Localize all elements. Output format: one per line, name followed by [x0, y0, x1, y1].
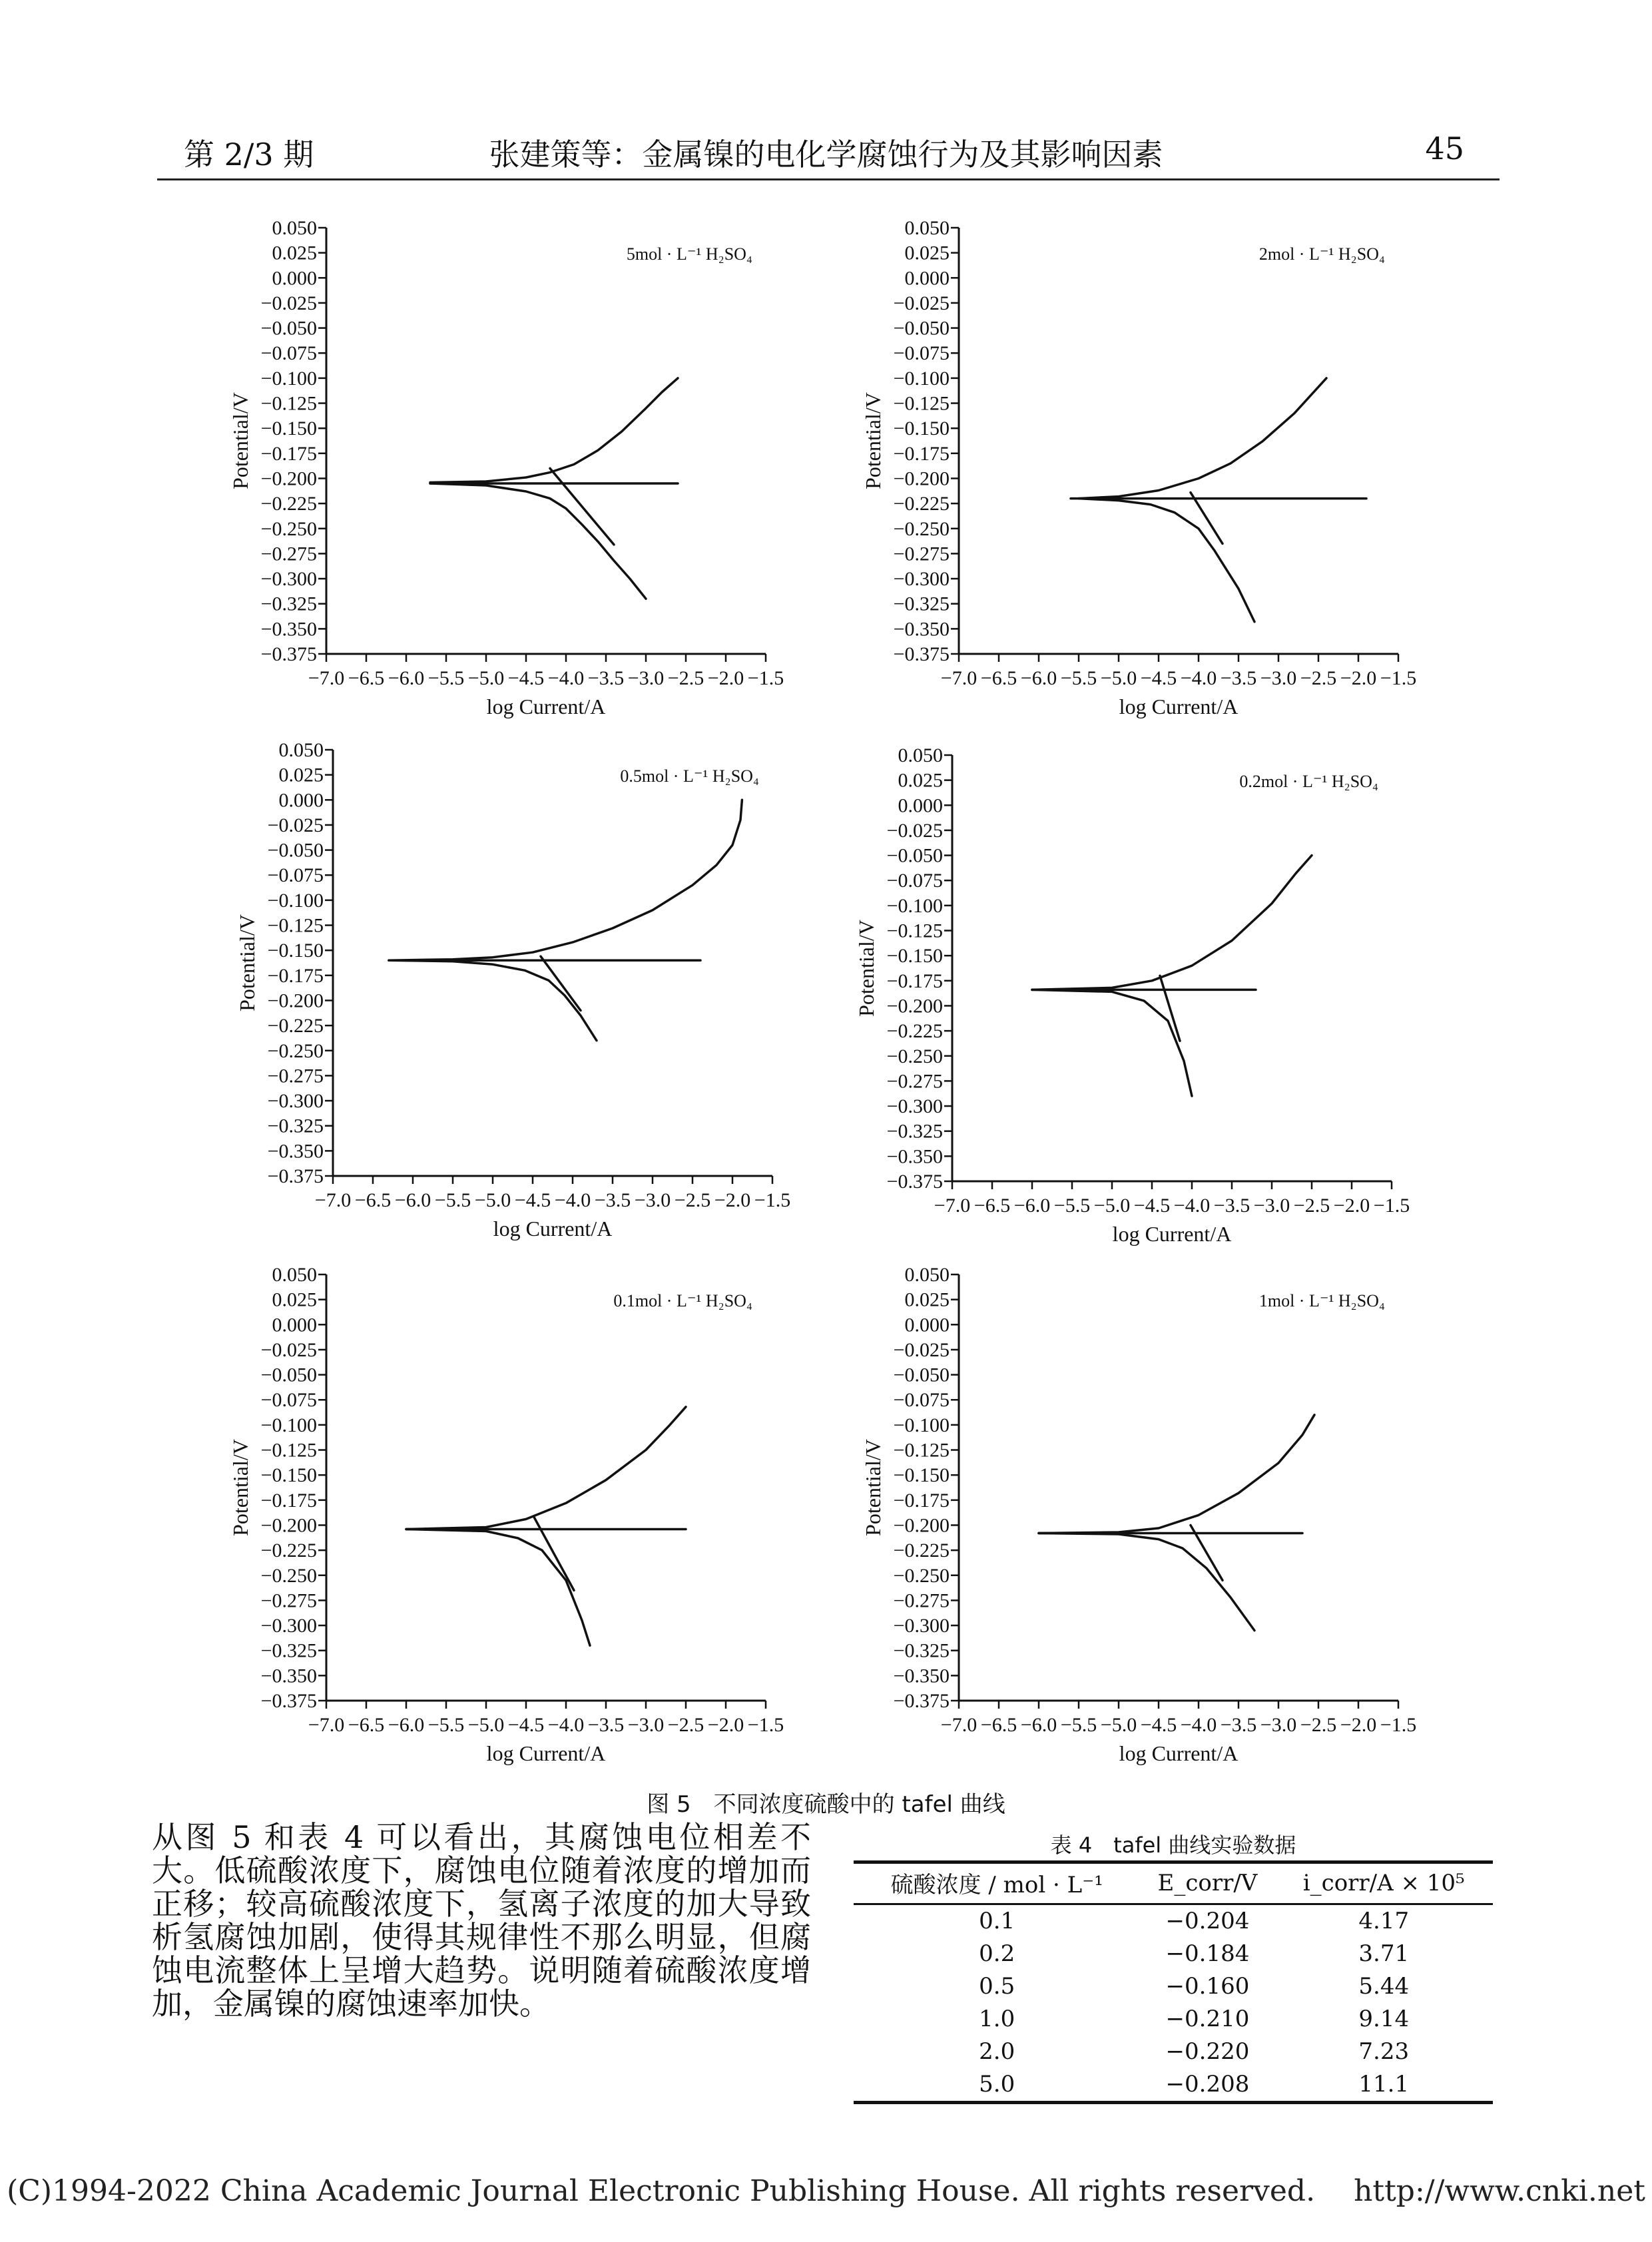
x-tick-label: −5.0: [467, 1714, 505, 1736]
x-tick-label: −1.5: [754, 1189, 791, 1211]
x-tick-label: −6.5: [973, 1195, 1011, 1217]
y-tick-label: 0.025: [278, 764, 324, 786]
y-tick-label: −0.075: [260, 1389, 317, 1412]
y-tick-label: −0.175: [260, 442, 317, 465]
y-tick-label: −0.225: [260, 493, 317, 515]
x-tick-label: −3.0: [1253, 1195, 1290, 1217]
x-tick-label: −6.0: [388, 1714, 425, 1736]
y-tick-label: −0.325: [886, 1120, 943, 1143]
y-tick-label: −0.125: [260, 392, 317, 415]
y-tick-label: −0.275: [886, 1070, 943, 1093]
y-tick-label: −0.150: [886, 945, 943, 968]
y-tick-label: −0.150: [260, 418, 317, 440]
tafel-curve-1: [430, 483, 646, 599]
x-tick-label: −4.5: [507, 1714, 545, 1736]
x-tick-label: −1.5: [1380, 667, 1417, 689]
y-tick-label: −0.275: [893, 1589, 950, 1612]
x-tick-label: −4.5: [1133, 1195, 1171, 1217]
x-tick-label: −4.5: [1140, 1714, 1177, 1736]
x-tick-label: −4.5: [507, 667, 545, 689]
x-tick-label: −7.0: [308, 667, 345, 689]
y-tick-label: −0.350: [893, 618, 950, 641]
x-tick-label: −2.5: [1300, 667, 1337, 689]
y-tick-label: −0.100: [886, 894, 943, 917]
y-tick-label: −0.050: [893, 317, 950, 340]
y-tick-label: −0.150: [893, 1464, 950, 1487]
y-tick-label: −0.150: [893, 418, 950, 440]
y-tick-label: −0.100: [267, 889, 324, 912]
cell-concentration: 0.5: [979, 1973, 1015, 2000]
y-tick-label: −0.250: [886, 1045, 943, 1067]
y-tick-label: −0.325: [260, 593, 317, 615]
cell-icorr: 9.14: [1358, 2006, 1410, 2032]
y-tick-label: −0.175: [893, 1489, 950, 1512]
y-tick-label: 0.050: [904, 1264, 950, 1286]
x-tick-label: −6.5: [348, 667, 385, 689]
y-tick-label: −0.325: [260, 1639, 317, 1662]
y-tick-label: −0.375: [893, 643, 950, 665]
x-tick-label: −2.5: [1300, 1714, 1337, 1736]
y-tick-label: 0.050: [272, 1264, 317, 1286]
y-tick-label: 0.025: [272, 1288, 317, 1311]
y-tick-label: −0.225: [893, 1540, 950, 1562]
x-tick-label: −2.5: [667, 667, 704, 689]
y-tick-label: −0.025: [893, 1338, 950, 1361]
x-tick-label: −2.0: [1340, 667, 1377, 689]
x-tick-label: −5.0: [1093, 1195, 1131, 1217]
col-concentration: 硫酸浓度 / mol · L⁻¹: [854, 1862, 1140, 1904]
x-tick-label: −4.5: [514, 1189, 551, 1211]
x-tick-label: −6.0: [1013, 1195, 1051, 1217]
x-tick-label: −5.5: [1060, 667, 1097, 689]
y-tick-label: 0.050: [278, 739, 324, 761]
cell-icorr: 11.1: [1274, 2068, 1493, 2103]
y-tick-label: −0.050: [893, 1364, 950, 1386]
tafel-curve-0: [1032, 856, 1312, 990]
x-tick-label: −3.5: [587, 667, 625, 689]
x-tick-label: −3.5: [587, 1714, 625, 1736]
y-tick-label: −0.325: [267, 1115, 324, 1137]
y-tick-label: −0.075: [267, 864, 324, 887]
x-axis-label: log Current/A: [493, 1217, 613, 1241]
y-tick-label: −0.350: [267, 1140, 324, 1163]
cell-icorr: 4.17: [1358, 1908, 1410, 1934]
tafel-chart-5mol: [226, 213, 799, 739]
y-tick-label: −0.050: [886, 844, 943, 867]
x-axis-label: log Current/A: [486, 695, 606, 718]
y-tick-label: −0.150: [267, 940, 324, 962]
header-page-number: 45: [1425, 131, 1464, 166]
y-tick-label: −0.300: [260, 1615, 317, 1637]
table-row: [854, 1904, 1493, 1938]
y-tick-label: −0.325: [893, 593, 950, 615]
x-tick-label: −6.5: [354, 1189, 392, 1211]
tafel-curve-0: [406, 1407, 686, 1530]
table-row: [854, 1970, 1493, 2003]
x-tick-label: −2.5: [674, 1189, 711, 1211]
y-tick-label: 0.025: [904, 242, 950, 264]
cell-ecorr: −0.160: [1165, 1973, 1250, 2000]
y-tick-label: −0.200: [267, 989, 324, 1012]
header-rule: [157, 178, 1500, 180]
y-tick-label: −0.200: [886, 995, 943, 1017]
col-ecorr: E_corr/V: [1140, 1862, 1274, 1904]
y-tick-label: 0.000: [904, 1314, 950, 1336]
y-tick-label: 0.050: [272, 217, 317, 239]
body-paragraph: [152, 1821, 811, 2020]
y-axis-label: Potential/V: [861, 1439, 885, 1536]
x-tick-label: −1.5: [747, 1714, 784, 1736]
x-tick-label: −1.5: [1380, 1714, 1417, 1736]
y-tick-label: −0.250: [267, 1039, 324, 1062]
cell-ecorr: −0.210: [1165, 2006, 1250, 2032]
y-tick-label: −0.100: [260, 1414, 317, 1436]
x-tick-label: −3.0: [627, 1714, 665, 1736]
y-tick-label: −0.250: [260, 1564, 317, 1587]
y-tick-label: −0.300: [267, 1090, 324, 1113]
x-tick-label: −6.0: [394, 1189, 431, 1211]
legend-label: 0.2mol · L⁻¹ H₂SO₄: [1239, 772, 1378, 791]
x-tick-label: −5.5: [1060, 1714, 1097, 1736]
x-tick-label: −4.0: [547, 667, 585, 689]
y-tick-label: 0.025: [272, 242, 317, 264]
x-tick-label: −6.5: [980, 1714, 1017, 1736]
cell-concentration: 5.0: [854, 2068, 1140, 2103]
x-tick-label: −5.0: [1100, 1714, 1137, 1736]
tafel-curve-3: [1191, 493, 1223, 544]
table-row: [854, 1938, 1493, 1970]
y-tick-label: −0.200: [893, 1514, 950, 1537]
cell-concentration: 0.2: [979, 1940, 1015, 1967]
y-tick-label: −0.300: [893, 568, 950, 591]
header-title: 张建策等：金属镍的电化学腐蚀行为及其影响因素: [489, 137, 1163, 172]
y-tick-label: 0.050: [898, 744, 943, 766]
tafel-curve-0: [430, 378, 678, 483]
y-tick-label: 0.000: [278, 789, 324, 812]
x-tick-label: −3.5: [1220, 1714, 1257, 1736]
x-tick-label: −5.5: [427, 667, 465, 689]
y-tick-label: −0.025: [260, 1338, 317, 1361]
y-tick-label: −0.100: [893, 367, 950, 390]
x-tick-label: −3.5: [1220, 667, 1257, 689]
y-axis-label: Potential/V: [861, 392, 885, 489]
tafel-curve-3: [1160, 976, 1180, 1041]
cell-concentration: 2.0: [979, 2038, 1015, 2065]
x-tick-label: −4.0: [1180, 667, 1217, 689]
y-tick-label: −0.250: [893, 1564, 950, 1587]
x-tick-label: −2.5: [1293, 1195, 1330, 1217]
y-tick-label: −0.100: [260, 367, 317, 390]
y-tick-label: 0.000: [898, 794, 943, 817]
x-axis-label: log Current/A: [1119, 1741, 1239, 1765]
y-tick-label: −0.300: [260, 568, 317, 591]
y-tick-label: 0.050: [904, 217, 950, 239]
y-axis-label: Potential/V: [854, 920, 878, 1017]
x-tick-label: −4.0: [1180, 1714, 1217, 1736]
y-tick-label: −0.225: [893, 493, 950, 515]
x-tick-label: −5.5: [434, 1189, 471, 1211]
y-axis-label: Potential/V: [235, 914, 259, 1011]
y-tick-label: −0.175: [260, 1489, 317, 1512]
x-tick-label: −1.5: [747, 667, 784, 689]
x-tick-label: −2.5: [667, 1714, 704, 1736]
y-tick-label: −0.075: [893, 342, 950, 365]
tafel-data-table: [854, 1860, 1493, 2104]
legend-label: 2mol · L⁻¹ H₂SO₄: [1258, 244, 1385, 264]
y-tick-label: −0.125: [267, 914, 324, 937]
y-tick-label: −0.375: [260, 1690, 317, 1712]
x-tick-label: −4.5: [1140, 667, 1177, 689]
x-tick-label: −3.0: [627, 667, 665, 689]
y-axis-label: Potential/V: [228, 392, 252, 489]
tafel-chart-0.1mol: [226, 1260, 799, 1786]
x-tick-label: −6.0: [1020, 667, 1057, 689]
table-row: [854, 2036, 1493, 2068]
table-caption: 表 4 tafel 曲线实验数据: [1050, 1832, 1296, 1858]
x-tick-label: −7.0: [934, 1195, 971, 1217]
y-tick-label: −0.225: [260, 1540, 317, 1562]
y-tick-label: −0.375: [260, 643, 317, 665]
cell-ecorr: −0.208: [1140, 2068, 1274, 2103]
y-tick-label: −0.250: [260, 517, 317, 540]
x-tick-label: −7.0: [314, 1189, 352, 1211]
figure-caption: 图 5 不同浓度硫酸中的 tafel 曲线: [647, 1791, 1005, 1818]
y-tick-label: −0.125: [893, 392, 950, 415]
x-tick-label: −5.5: [1053, 1195, 1091, 1217]
y-tick-label: −0.350: [260, 1665, 317, 1687]
y-tick-label: −0.175: [267, 964, 324, 987]
x-tick-label: −6.0: [1020, 1714, 1057, 1736]
cell-ecorr: −0.220: [1165, 2038, 1250, 2065]
y-tick-label: −0.275: [260, 543, 317, 565]
y-tick-label: −0.350: [893, 1665, 950, 1687]
x-tick-label: −3.5: [594, 1189, 631, 1211]
y-tick-label: −0.125: [886, 920, 943, 942]
y-tick-label: −0.025: [267, 814, 324, 836]
y-tick-label: −0.125: [260, 1439, 317, 1462]
y-tick-label: −0.375: [893, 1690, 950, 1712]
tafel-curve-1: [406, 1530, 590, 1646]
tafel-chart-1mol: [859, 1260, 1432, 1786]
copyright-footer: (C)1994-2022 China Academic Journal Electronic Publishing House. All rights reserved. http://www.cnki.net: [7, 2174, 1645, 2208]
tafel-curve-3: [550, 468, 614, 545]
y-tick-label: −0.325: [893, 1639, 950, 1662]
y-tick-label: −0.225: [886, 1020, 943, 1043]
x-tick-label: −5.0: [474, 1189, 511, 1211]
y-tick-label: −0.200: [893, 467, 950, 490]
y-tick-label: −0.050: [260, 317, 317, 340]
y-tick-label: 0.000: [272, 1314, 317, 1336]
y-tick-label: −0.025: [893, 292, 950, 314]
x-tick-label: −7.0: [940, 667, 977, 689]
legend-label: 5mol · L⁻¹ H₂SO₄: [626, 244, 752, 264]
y-tick-label: −0.275: [260, 1589, 317, 1612]
x-axis-label: log Current/A: [1112, 1222, 1232, 1246]
x-tick-label: −4.0: [547, 1714, 585, 1736]
table-header-row: [854, 1862, 1493, 1904]
x-tick-label: −7.0: [940, 1714, 977, 1736]
x-tick-label: −3.0: [1260, 667, 1297, 689]
y-tick-label: −0.225: [267, 1015, 324, 1037]
cell-ecorr: −0.184: [1165, 1940, 1250, 1967]
x-axis-label: log Current/A: [486, 1741, 606, 1765]
y-tick-label: 0.025: [904, 1288, 950, 1311]
x-tick-label: −2.0: [707, 667, 744, 689]
tafel-curve-0: [1039, 1415, 1314, 1534]
y-tick-label: −0.275: [893, 543, 950, 565]
cell-concentration: 1.0: [979, 2006, 1015, 2032]
y-tick-label: −0.025: [886, 819, 943, 842]
x-tick-label: −6.5: [348, 1714, 385, 1736]
y-tick-label: −0.075: [893, 1389, 950, 1412]
x-tick-label: −2.0: [1333, 1195, 1370, 1217]
y-tick-label: −0.175: [886, 970, 943, 992]
y-tick-label: −0.025: [260, 292, 317, 314]
y-tick-label: −0.100: [893, 1414, 950, 1436]
y-tick-label: −0.375: [886, 1171, 943, 1193]
y-tick-label: −0.300: [886, 1095, 943, 1118]
cell-icorr: 5.44: [1358, 1973, 1410, 2000]
legend-label: 0.1mol · L⁻¹ H₂SO₄: [613, 1291, 752, 1310]
x-tick-label: −3.5: [1213, 1195, 1250, 1217]
y-tick-label: −0.125: [893, 1439, 950, 1462]
x-tick-label: −7.0: [308, 1714, 345, 1736]
x-tick-label: −6.0: [388, 667, 425, 689]
cell-concentration: 0.1: [979, 1908, 1015, 1934]
x-tick-label: −2.0: [714, 1189, 751, 1211]
y-tick-label: −0.075: [886, 870, 943, 892]
y-tick-label: −0.075: [260, 342, 317, 365]
y-tick-label: −0.300: [893, 1615, 950, 1637]
y-tick-label: −0.275: [267, 1065, 324, 1087]
tafel-curve-1: [389, 960, 597, 1041]
y-tick-label: −0.200: [260, 1514, 317, 1537]
y-tick-label: −0.350: [886, 1145, 943, 1168]
tafel-curve-3: [541, 956, 581, 1010]
x-tick-label: −5.0: [467, 667, 505, 689]
x-tick-label: −5.0: [1100, 667, 1137, 689]
x-tick-label: −4.0: [1173, 1195, 1211, 1217]
y-tick-label: 0.000: [272, 267, 317, 290]
tafel-chart-0.5mol: [233, 735, 806, 1261]
cell-ecorr: −0.204: [1165, 1908, 1250, 1934]
y-tick-label: −0.250: [893, 517, 950, 540]
y-tick-label: −0.375: [267, 1165, 324, 1187]
x-tick-label: −6.5: [980, 667, 1017, 689]
y-tick-label: −0.150: [260, 1464, 317, 1487]
y-tick-label: −0.350: [260, 618, 317, 641]
body-text: 从图 5 和表 4 可以看出，其腐蚀电位相差不大。低硫酸浓度下，腐蚀电位随着浓度的增加而正移；较高硫酸浓度下，氢离子浓度的加大导致析氢腐蚀加剧，使得其规律性不那么明显，但腐蚀电流整体上呈增大趋势。说明随着硫酸浓度增加，金属镍的腐蚀速率加快。: [152, 1819, 811, 2022]
tafel-chart-0.2mol: [852, 740, 1425, 1266]
tafel-curve-0: [1079, 378, 1326, 499]
y-tick-label: −0.050: [267, 839, 324, 862]
col-icorr: i_corr/A × 10⁵: [1274, 1862, 1493, 1904]
header-issue: 第 2/3 期: [184, 137, 314, 172]
tafel-curve-1: [1039, 1534, 1254, 1631]
table-row: [854, 2003, 1493, 2036]
y-tick-label: −0.175: [893, 442, 950, 465]
y-tick-label: −0.050: [260, 1364, 317, 1386]
table-row: [854, 2068, 1493, 2103]
y-tick-label: 0.025: [898, 769, 943, 792]
x-tick-label: −4.0: [554, 1189, 591, 1211]
tafel-chart-2mol: [859, 213, 1432, 739]
x-tick-label: −1.5: [1373, 1195, 1410, 1217]
y-tick-label: 0.000: [904, 267, 950, 290]
tafel-curve-0: [389, 800, 742, 960]
cell-icorr: 3.71: [1358, 1940, 1410, 1967]
legend-label: 1mol · L⁻¹ H₂SO₄: [1258, 1291, 1385, 1310]
x-tick-label: −3.0: [1260, 1714, 1297, 1736]
cell-icorr: 7.23: [1358, 2038, 1410, 2065]
legend-label: 0.5mol · L⁻¹ H₂SO₄: [620, 766, 759, 786]
x-tick-label: −2.0: [1340, 1714, 1377, 1736]
tafel-curve-1: [1079, 499, 1254, 622]
y-axis-label: Potential/V: [228, 1439, 252, 1536]
x-tick-label: −5.5: [427, 1714, 465, 1736]
x-tick-label: −2.0: [707, 1714, 744, 1736]
y-tick-label: −0.200: [260, 467, 317, 490]
x-tick-label: −3.0: [634, 1189, 671, 1211]
x-axis-label: log Current/A: [1119, 695, 1239, 718]
